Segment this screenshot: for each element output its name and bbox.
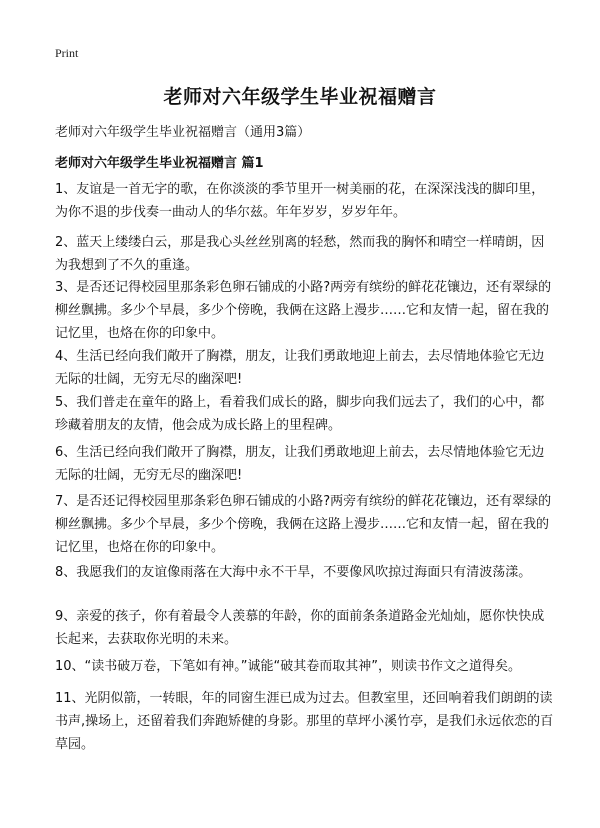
- page-title: 老师对六年级学生毕业祝福赠言: [163, 86, 437, 108]
- paragraph: 9、亲爱的孩子，你有着最令人羡慕的年龄，你的面前条条道路金光灿灿，愿你快快成长起来，去获取你光明的未来。: [55, 609, 545, 647]
- print-label[interactable]: Print: [55, 46, 79, 60]
- paragraph: 6、生活已经向我们敞开了胸襟，朋友，让我们勇敢地迎上前去，去尽情地体验它无边无际的壮阔，无穷无尽的幽深吧!: [55, 445, 545, 483]
- paragraph: 7、是否还记得校园里那条彩色卵石铺成的小路?两旁有缤纷的鲜花花镶边，还有翠绿的柳丝飘拂。多少个早晨，多少个傍晚，我俩在这路上漫步……它和友情一起，留在我的记忆里，也烙在你的印象中。: [55, 494, 552, 555]
- paragraph: 4、生活已经向我们敞开了胸襟，朋友，让我们勇敢地迎上前去，去尽情地体验它无边无际的壮阔，无穷无尽的幽深吧!: [55, 349, 545, 387]
- paragraph: 8、我愿我们的友谊像雨落在大海中永不干旱，不要像风吹掠过海面只有清波荡漾。: [55, 565, 532, 580]
- paragraph: 5、我们普走在童年的路上，看着我们成长的路，脚步向我们远去了，我们的心中，都珍藏着朋友的友情，他会成为成长路上的里程碑。: [55, 395, 545, 433]
- subtitle: 老师对六年级学生毕业祝福赠言（通用3篇）: [55, 125, 311, 140]
- paragraph: 11、光阴似箭，一转眼，年的同窗生涯已成为过去。但教室里，还回响着我们朗朗的读书声,操场上，还留着我们奔跑矫健的身影。那里的草坪小溪竹亭，是我们永远依恋的百草园。: [55, 691, 554, 752]
- paragraph: 2、蓝天上缕缕白云，那是我心头丝丝别离的轻愁，然而我的胸怀和晴空一样晴朗，因为我想到了不久的重逢。: [55, 235, 545, 273]
- paragraph: 1、友谊是一首无字的歌，在你淡淡的季节里开一树美丽的花，在深深浅浅的脚印里，为你不退的步伐奏一曲动人的华尔兹。年年岁岁，岁岁年年。: [55, 182, 545, 220]
- paragraph: 3、是否还记得校园里那条彩色卵石铺成的小路?两旁有缤纷的鲜花花镶边，还有翠绿的柳丝飘拂。多少个早晨，多少个傍晚，我俩在这路上漫步……它和友情一起，留在我的记忆里，也烙在你的印象中。: [55, 280, 552, 341]
- section-heading: 老师对六年级学生毕业祝福赠言 篇1: [55, 156, 264, 171]
- paragraph: 10、“读书破万卷，下笔如有神。”诚能“破其卷而取其神”，则读书作文之道得矣。: [55, 659, 521, 674]
